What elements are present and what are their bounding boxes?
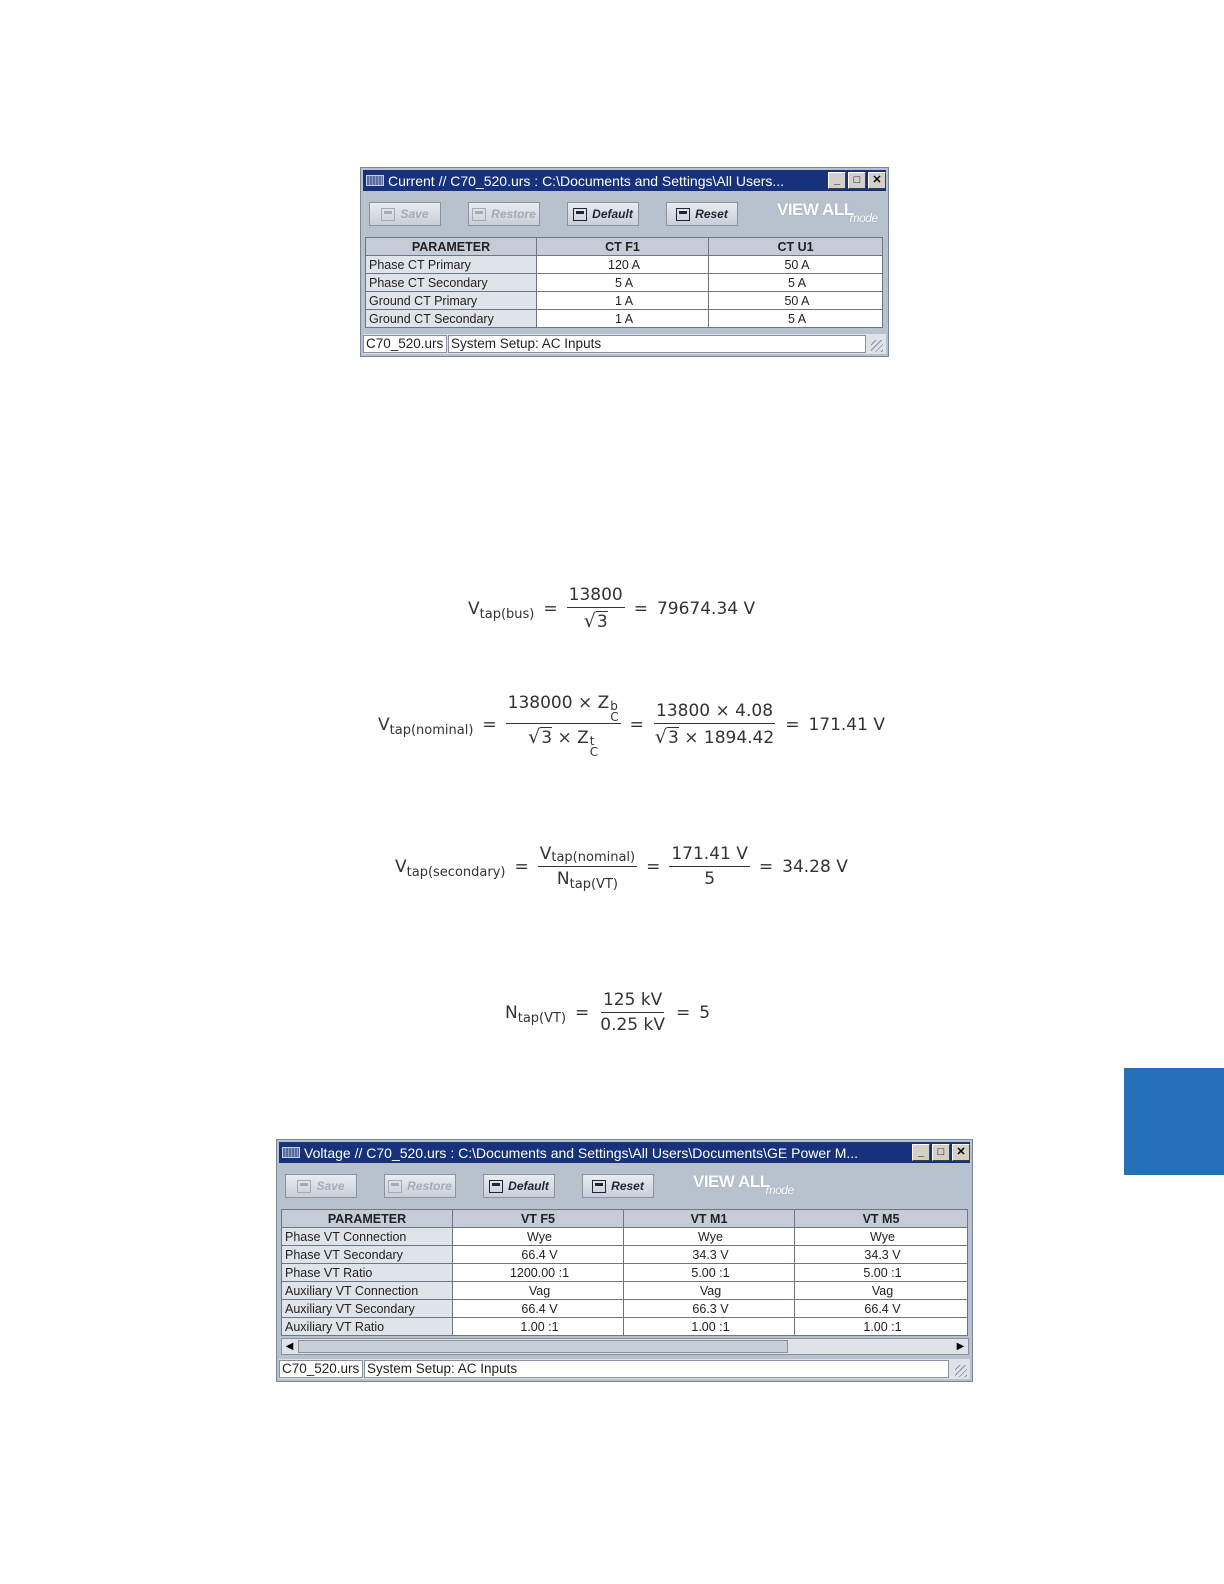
equation-vtap-bus: V tap(bus) = 13800 √ 3 = 79674.34 V	[468, 585, 756, 632]
parameter-cell: Phase CT Primary	[366, 256, 537, 274]
parameter-cell: Auxiliary VT Connection	[282, 1282, 453, 1300]
column-header: VT F5	[453, 1210, 624, 1228]
status-path: System Setup: AC Inputs	[364, 1360, 949, 1378]
equation-vtap-secondary: V tap(secondary) = $\frac{\text{Vtap(nominal)}}{N_{tap(VT)}}$ = $\frac{171.41 V}{5}$ = 34.28 V	[395, 844, 848, 892]
column-header: CT F1	[537, 238, 709, 256]
scroll-right-icon[interactable]: ▶	[956, 1341, 965, 1352]
view-all-mode-label: VIEW $ALL_{mode}$	[777, 200, 878, 225]
window-title: Current // C70_520.urs : C:\Documents and Settings\All Users...	[388, 172, 785, 189]
reset-icon	[592, 1180, 606, 1193]
title-bar[interactable]	[363, 170, 886, 191]
close-icon[interactable]: ✕	[868, 172, 886, 189]
table-row	[282, 1282, 968, 1300]
value-cell[interactable]: Vag	[453, 1282, 624, 1300]
status-file: C70_520.urs	[279, 1360, 363, 1378]
value-cell[interactable]: 66.3 V	[624, 1300, 795, 1318]
reset-button[interactable]: Reset	[582, 1174, 654, 1198]
value-cell[interactable]: 1.00 :1	[453, 1318, 624, 1336]
value-cell[interactable]: 1.00 :1	[795, 1318, 968, 1336]
parameter-cell: Phase VT Ratio	[282, 1264, 453, 1282]
parameter-cell: Ground CT Primary	[366, 292, 537, 310]
value-cell[interactable]: 5.00 :1	[795, 1264, 968, 1282]
value-cell[interactable]: Wye	[453, 1228, 624, 1246]
table-row	[366, 274, 883, 292]
horizontal-scrollbar[interactable]	[281, 1338, 969, 1355]
restore-icon	[388, 1180, 402, 1193]
resize-grip-icon[interactable]	[871, 340, 883, 352]
scroll-left-icon[interactable]: ◀	[285, 1341, 294, 1352]
status-bar	[279, 1359, 970, 1379]
value-cell[interactable]: 5 A	[709, 310, 883, 328]
save-button[interactable]: Save	[285, 1174, 357, 1198]
window-title: Voltage // C70_520.urs : C:\Documents and Settings\All Users\Documents\GE Power M...	[304, 1144, 859, 1161]
value-cell[interactable]: 5 A	[537, 274, 709, 292]
table-row	[282, 1246, 968, 1264]
value-cell[interactable]: 1 A	[537, 310, 709, 328]
column-header: PARAMETER	[366, 238, 537, 256]
table-row	[366, 310, 883, 328]
value-cell[interactable]: 1.00 :1	[624, 1318, 795, 1336]
table-row	[366, 256, 883, 274]
scrollbar-thumb[interactable]	[298, 1340, 788, 1353]
save-icon	[381, 208, 395, 221]
value-cell[interactable]: 34.3 V	[795, 1246, 968, 1264]
value-cell[interactable]: 120 A	[537, 256, 709, 274]
default-button[interactable]: Default	[483, 1174, 555, 1198]
save-icon	[297, 1180, 311, 1193]
status-path: System Setup: AC Inputs	[448, 335, 866, 353]
restore-button[interactable]: Restore	[468, 202, 540, 226]
table-row	[282, 1228, 968, 1246]
parameter-cell: Phase VT Secondary	[282, 1246, 453, 1264]
equation-ntap-vt: N tap(VT) = $\frac{125 kV}{0.25 kV}$ = 5	[505, 990, 711, 1035]
maximize-icon[interactable]: □	[932, 1144, 950, 1161]
default-icon	[573, 208, 587, 221]
toolbar	[363, 194, 886, 232]
resize-grip-icon[interactable]	[955, 1365, 967, 1377]
value-cell[interactable]: 1200.00 :1	[453, 1264, 624, 1282]
table-row	[366, 292, 883, 310]
maximize-icon[interactable]: □	[848, 172, 866, 189]
save-button[interactable]: Save	[369, 202, 441, 226]
reset-icon	[676, 208, 690, 221]
status-file: C70_520.urs	[363, 335, 447, 353]
app-icon	[366, 175, 384, 186]
restore-icon	[472, 208, 486, 221]
value-cell[interactable]: 66.4 V	[453, 1300, 624, 1318]
column-header: CT U1	[709, 238, 883, 256]
ct-table	[365, 237, 883, 328]
view-all-mode-label: VIEW $ALL_{mode}$	[693, 1172, 794, 1197]
parameter-cell: Phase CT Secondary	[366, 274, 537, 292]
table-row	[282, 1318, 968, 1336]
parameter-cell: Ground CT Secondary	[366, 310, 537, 328]
value-cell[interactable]: 5.00 :1	[624, 1264, 795, 1282]
close-icon[interactable]: ✕	[952, 1144, 970, 1161]
default-icon	[489, 1180, 503, 1193]
parameter-cell: Auxiliary VT Ratio	[282, 1318, 453, 1336]
value-cell[interactable]: Wye	[624, 1228, 795, 1246]
value-cell[interactable]: Vag	[624, 1282, 795, 1300]
value-cell[interactable]: 5 A	[709, 274, 883, 292]
restore-button[interactable]: Restore	[384, 1174, 456, 1198]
parameter-cell: Auxiliary VT Secondary	[282, 1300, 453, 1318]
value-cell[interactable]: Wye	[795, 1228, 968, 1246]
vt-table	[281, 1209, 968, 1336]
title-bar[interactable]	[279, 1142, 970, 1163]
minimize-icon[interactable]: _	[912, 1144, 930, 1161]
value-cell[interactable]: 66.4 V	[453, 1246, 624, 1264]
default-button[interactable]: Default	[567, 202, 639, 226]
voltage-window	[276, 1139, 973, 1382]
value-cell[interactable]: 50 A	[709, 256, 883, 274]
value-cell[interactable]: 34.3 V	[624, 1246, 795, 1264]
value-cell[interactable]: Vag	[795, 1282, 968, 1300]
column-header: VT M1	[624, 1210, 795, 1228]
table-row	[282, 1264, 968, 1282]
value-cell[interactable]: 1 A	[537, 292, 709, 310]
minimize-icon[interactable]: _	[828, 172, 846, 189]
reset-button[interactable]: Reset	[666, 202, 738, 226]
column-header: PARAMETER	[282, 1210, 453, 1228]
parameter-cell: Phase VT Connection	[282, 1228, 453, 1246]
status-bar	[363, 334, 886, 354]
column-header: VT M5	[795, 1210, 968, 1228]
app-icon	[282, 1147, 300, 1158]
table-row	[282, 1300, 968, 1318]
toolbar	[279, 1166, 970, 1204]
table-header-row	[366, 238, 883, 256]
value-cell[interactable]: 50 A	[709, 292, 883, 310]
chapter-tab	[1124, 1068, 1224, 1175]
table-header-row	[282, 1210, 968, 1228]
value-cell[interactable]: 66.4 V	[795, 1300, 968, 1318]
equation-vtap-nominal: V tap(nominal) = 138000 × Z b C √ 3 × Z t C = 13800 × 4.08 √ 3 × 1894.42 = 171.41 V	[378, 693, 885, 759]
current-window	[360, 167, 889, 357]
